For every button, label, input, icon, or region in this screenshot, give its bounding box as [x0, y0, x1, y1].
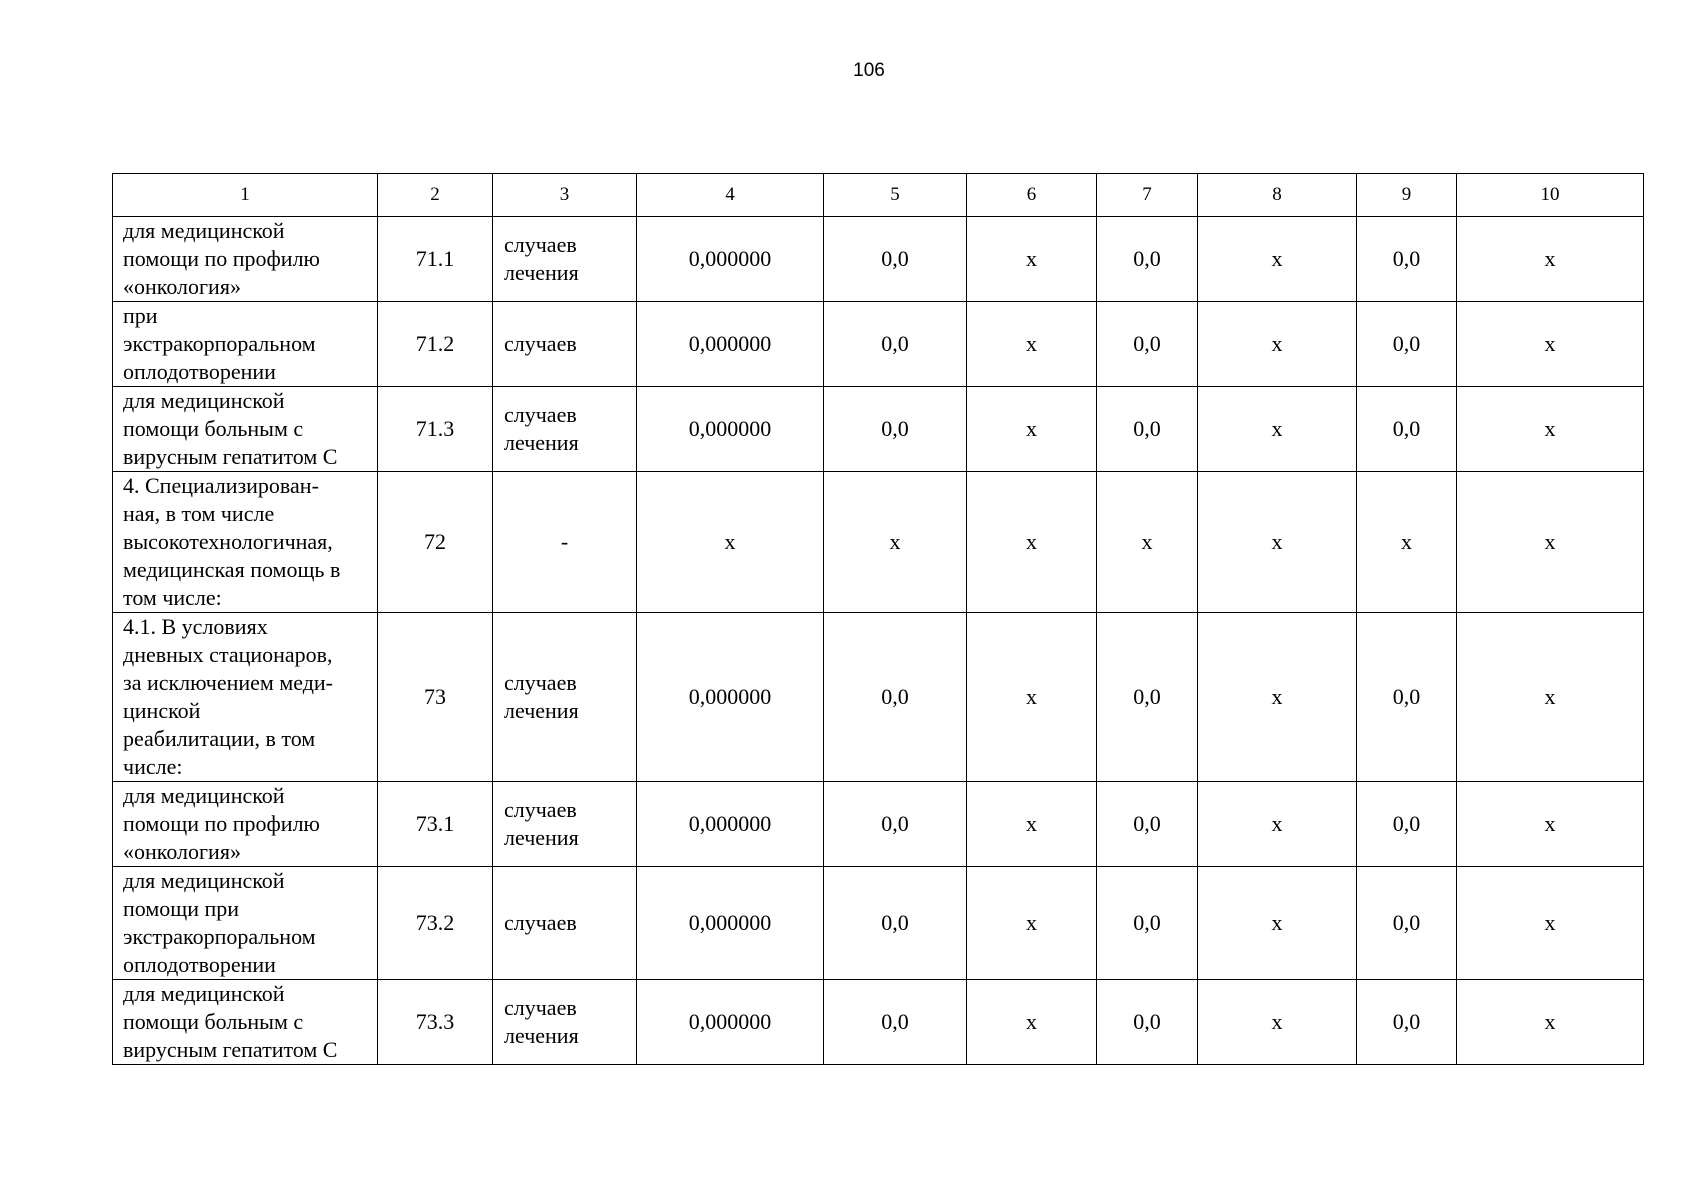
- column-number: 10: [1457, 174, 1644, 217]
- page-number: 106: [853, 60, 885, 81]
- row-name: для медицинской помощи больным с вирусным гепатитом С: [113, 980, 378, 1065]
- row-name: для медицинской помощи при экстракорпоральном оплодотворении: [113, 867, 378, 980]
- cell-value: х: [1198, 302, 1357, 387]
- cell-value: 0,000000: [637, 302, 824, 387]
- cell-value: 0,0: [1357, 387, 1457, 472]
- row-code: 73.3: [378, 980, 493, 1065]
- row-code: 71.2: [378, 302, 493, 387]
- cell-value: 0,0: [824, 782, 967, 867]
- table-row: [113, 980, 1644, 1065]
- table-row: [113, 867, 1644, 980]
- cell-value: 0,0: [1357, 217, 1457, 302]
- row-name: для медицинской помощи по профилю «онкология»: [113, 217, 378, 302]
- cell-value: х: [967, 782, 1097, 867]
- cell-value: х: [1457, 302, 1644, 387]
- row-name: для медицинской помощи по профилю «онкология»: [113, 782, 378, 867]
- row-code: 71.1: [378, 217, 493, 302]
- cell-value: х: [1198, 613, 1357, 782]
- row-code: 71.3: [378, 387, 493, 472]
- cell-value: 0,000000: [637, 980, 824, 1065]
- row-name: при экстракорпоральном оплодотворении: [113, 302, 378, 387]
- cell-value: х: [967, 980, 1097, 1065]
- cell-value: 0,0: [1097, 302, 1198, 387]
- row-code: 73: [378, 613, 493, 782]
- row-unit: случаев лечения: [493, 217, 637, 302]
- table-row: [113, 302, 1644, 387]
- column-number: 1: [113, 174, 378, 217]
- cell-value: х: [1198, 980, 1357, 1065]
- cell-value: 0,000000: [637, 867, 824, 980]
- cell-value: х: [1097, 472, 1198, 613]
- cell-value: х: [967, 472, 1097, 613]
- column-number: 9: [1357, 174, 1457, 217]
- cell-value: х: [1198, 217, 1357, 302]
- cell-value: 0,0: [1357, 782, 1457, 867]
- table-row: [113, 217, 1644, 302]
- cell-value: 0,0: [1357, 867, 1457, 980]
- table-row: [113, 387, 1644, 472]
- table-row: [113, 782, 1644, 867]
- cell-value: 0,0: [824, 613, 967, 782]
- cell-value: х: [967, 217, 1097, 302]
- cell-value: х: [1357, 472, 1457, 613]
- cell-value: 0,0: [1357, 980, 1457, 1065]
- cell-value: х: [1198, 867, 1357, 980]
- row-name: для медицинской помощи больным с вирусным гепатитом С: [113, 387, 378, 472]
- cell-value: х: [1457, 387, 1644, 472]
- row-unit: случаев: [493, 302, 637, 387]
- cell-value: 0,0: [1097, 387, 1198, 472]
- column-number: 2: [378, 174, 493, 217]
- cell-value: 0,0: [824, 302, 967, 387]
- cell-value: х: [1457, 867, 1644, 980]
- row-name: 4.1. В условиях дневных стационаров, за исключением меди- цинской реабилитации, в том числе:: [113, 613, 378, 782]
- column-number: 6: [967, 174, 1097, 217]
- cell-value: х: [637, 472, 824, 613]
- cell-value: х: [1457, 217, 1644, 302]
- cell-value: 0,000000: [637, 217, 824, 302]
- cell-value: 0,0: [1097, 867, 1198, 980]
- cell-value: х: [967, 613, 1097, 782]
- cell-value: х: [1457, 782, 1644, 867]
- cell-value: 0,0: [824, 980, 967, 1065]
- cell-value: х: [1457, 613, 1644, 782]
- column-number: 4: [637, 174, 824, 217]
- cell-value: х: [1457, 472, 1644, 613]
- column-number: 3: [493, 174, 637, 217]
- cell-value: х: [1457, 980, 1644, 1065]
- table-header-row: [113, 174, 1644, 217]
- row-code: 73.1: [378, 782, 493, 867]
- cell-value: х: [967, 387, 1097, 472]
- row-unit: случаев лечения: [493, 782, 637, 867]
- cell-value: 0,000000: [637, 613, 824, 782]
- row-unit: случаев лечения: [493, 613, 637, 782]
- cell-value: х: [967, 867, 1097, 980]
- cell-value: х: [1198, 782, 1357, 867]
- column-number: 7: [1097, 174, 1198, 217]
- cell-value: 0,0: [1097, 217, 1198, 302]
- cell-value: 0,0: [1357, 613, 1457, 782]
- row-unit: случаев: [493, 867, 637, 980]
- cell-value: 0,0: [1097, 613, 1198, 782]
- column-number: 8: [1198, 174, 1357, 217]
- row-unit: случаев лечения: [493, 980, 637, 1065]
- table-row: [113, 613, 1644, 782]
- row-name: 4. Специализирован- ная, в том числе высокотехнологичная, медицинская помощь в том числе:: [113, 472, 378, 613]
- cell-value: 0,0: [824, 217, 967, 302]
- row-unit: случаев лечения: [493, 387, 637, 472]
- cell-value: 0,0: [1097, 782, 1198, 867]
- cell-value: х: [824, 472, 967, 613]
- cell-value: 0,0: [824, 387, 967, 472]
- column-number: 5: [824, 174, 967, 217]
- table-row: [113, 472, 1644, 613]
- cell-value: 0,000000: [637, 387, 824, 472]
- cell-value: 0,000000: [637, 782, 824, 867]
- cell-value: х: [1198, 387, 1357, 472]
- row-unit: -: [493, 472, 637, 613]
- cell-value: х: [1198, 472, 1357, 613]
- row-code: 72: [378, 472, 493, 613]
- cell-value: 0,0: [1097, 980, 1198, 1065]
- cell-value: 0,0: [824, 867, 967, 980]
- data-table: [112, 173, 1644, 1065]
- cell-value: 0,0: [1357, 302, 1457, 387]
- cell-value: х: [967, 302, 1097, 387]
- row-code: 73.2: [378, 867, 493, 980]
